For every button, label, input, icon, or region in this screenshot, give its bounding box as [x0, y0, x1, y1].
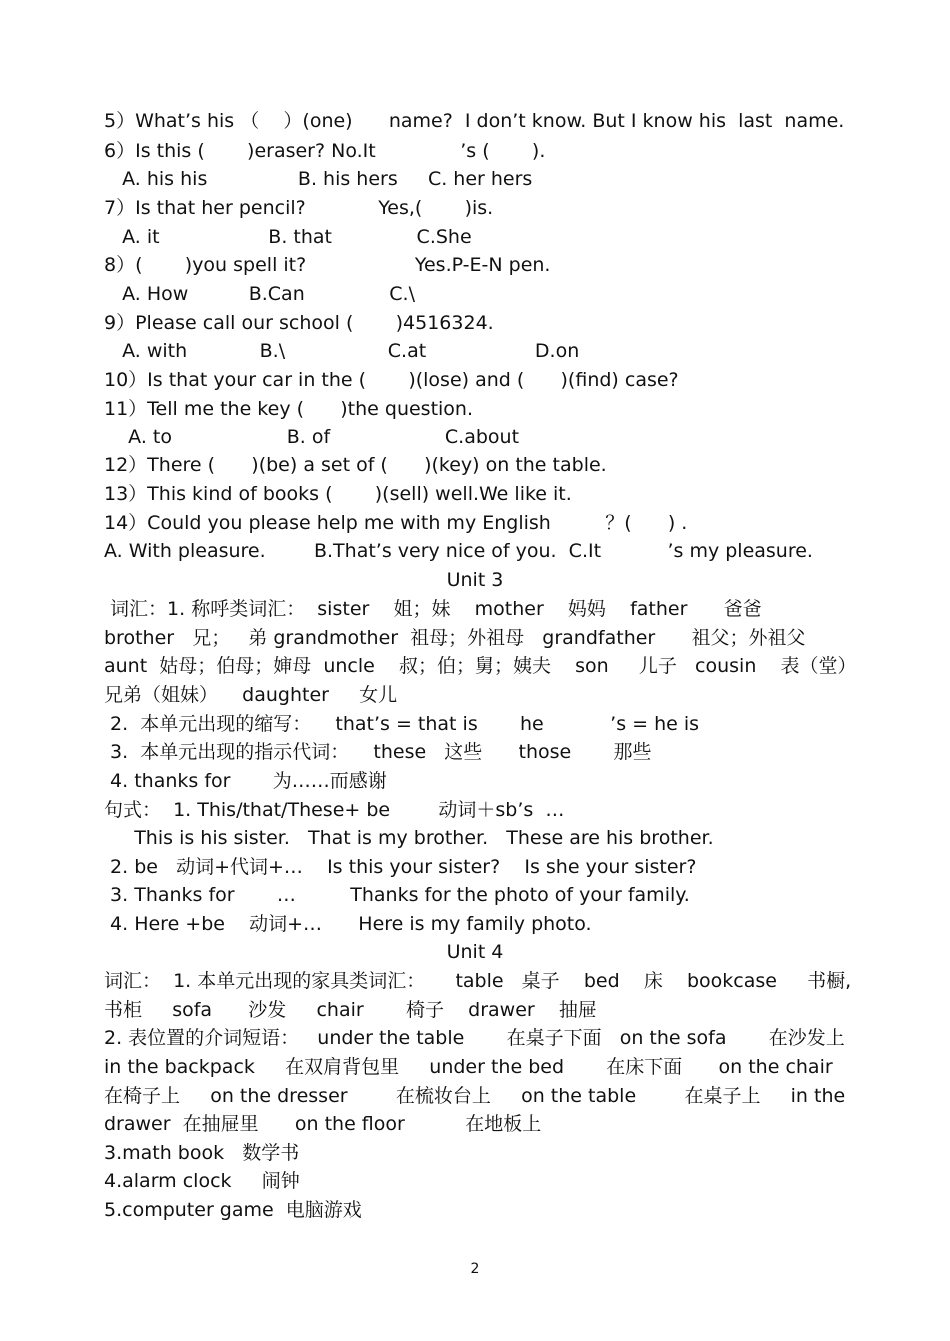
text-line: brother 兄； 弟 grandmother 祖母；外祖母 grandfather 祖父；外祖父 — [104, 627, 806, 649]
text-line: 词汇：1. 称呼类词汇： sister 姐；妹 mother 妈妈 father 爸爸 — [104, 598, 762, 620]
text-line: 9）Please call our school ( )4516324. — [104, 312, 494, 334]
text-line: 2. 表位置的介词短语： under the table 在桌子下面 on the sofa 在沙发上 — [104, 1027, 845, 1049]
text-line: 书柜 sofa 沙发 chair 椅子 drawer 抽屉 — [104, 999, 597, 1021]
text-line: A. his his B. his hers C. her hers — [104, 168, 533, 190]
text-line: in the backpack 在双肩背包里 under the bed 在床下面 on the chair — [104, 1056, 833, 1078]
text-line: 12）There ( )(be) a set of ( )(key) on the table. — [104, 454, 607, 476]
text-line: 2. be 动词+代词+… Is this your sister? Is she your sister? — [104, 856, 697, 878]
text-line: 4. thanks for 为……而感谢 — [104, 770, 387, 792]
section-heading-unit-3: Unit 3 — [446, 569, 504, 591]
text-line: 4.alarm clock 闹钟 — [104, 1170, 300, 1192]
text-line: 10）Is that your car in the ( )(lose) and ( )(find) case? — [104, 369, 679, 391]
text-line: A. How B.Can C.\ — [104, 283, 415, 305]
text-line: 7）Is that her pencil? Yes,( )is. — [104, 197, 494, 219]
text-line: 3. 本单元出现的指示代词： these 这些 those 那些 — [104, 741, 652, 763]
text-line: 13）This kind of books ( )(sell) well.We like it. — [104, 483, 572, 505]
page-number: 2 — [470, 1261, 480, 1277]
text-line: This is his sister. That is my brother. These are his brother. — [104, 827, 714, 849]
text-line: 14）Could you please help me with my English ？( ) . — [104, 512, 688, 534]
text-line: 6）Is this ( )eraser? No.It ’s ( ). — [104, 140, 546, 162]
text-line: 8）( )you spell it? Yes.P-E-N pen. — [104, 254, 551, 276]
text-line: 5）What’s his （ ）(one) name? I don’t know. But I know his last name. — [104, 110, 845, 132]
text-line: 11）Tell me the key ( )the question. — [104, 398, 474, 420]
text-line: A. With pleasure. B.That’s very nice of you. C.It ’s my pleasure. — [104, 540, 813, 562]
text-line: drawer 在抽屉里 on the floor 在地板上 — [104, 1113, 542, 1135]
text-line: 3. Thanks for … Thanks for the photo of your family. — [104, 884, 690, 906]
text-line: 句式： 1. This/that/These+ be 动词＋sb’s … — [104, 799, 565, 821]
text-line: A. with B.\ C.at D.on — [104, 340, 580, 362]
text-line: 在椅子上 on the dresser 在梳妆台上 on the table 在桌子上 in the — [104, 1085, 846, 1107]
text-line: aunt 姑母；伯母；婶母 uncle 叔；伯；舅；姨夫 son 儿子 cousin 表（堂） — [104, 655, 857, 677]
text-line: A. it B. that C.She — [104, 226, 472, 248]
text-line: 2. 本单元出现的缩写： that’s = that is he ’s = he is — [104, 713, 700, 735]
section-heading-unit-4: Unit 4 — [446, 941, 504, 963]
text-line: 5.computer game 电脑游戏 — [104, 1199, 362, 1221]
text-line: 4. Here +be 动词+… Here is my family photo. — [104, 913, 592, 935]
text-line: A. to B. of C.about — [104, 426, 520, 448]
text-line: 词汇： 1. 本单元出现的家具类词汇： table 桌子 bed 床 bookcase 书橱, — [104, 970, 852, 992]
text-line: 兄弟（姐妹） daughter 女儿 — [104, 684, 398, 706]
text-line: 3.math book 数学书 — [104, 1142, 300, 1164]
